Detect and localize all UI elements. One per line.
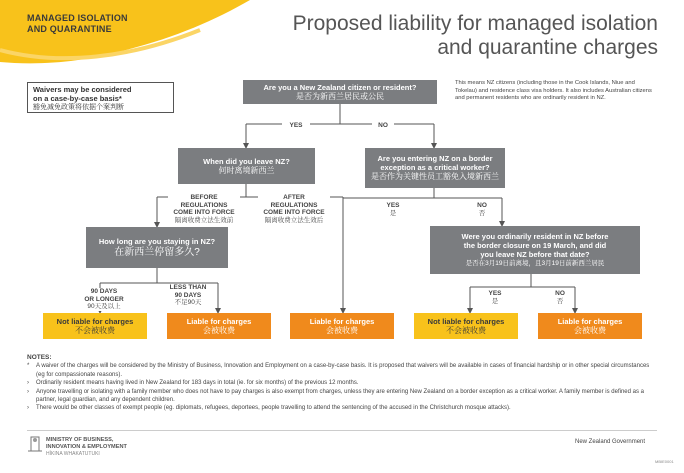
question-how-long	[86, 227, 228, 268]
q5-en-2: the border closure on 19 March, and did	[463, 241, 607, 250]
document-code: MBIE0001	[655, 459, 674, 464]
result-1-en: Not liable for charges	[56, 316, 134, 326]
label-less-than-90-days	[166, 284, 210, 307]
waiver-en-2: on a case-by-case basis*	[33, 94, 122, 103]
before-l2: REGULATIONS	[180, 201, 228, 209]
result-liable-2	[290, 313, 394, 339]
before-zh: 隔离收费立法生效前	[174, 216, 234, 224]
note-text: Anyone travelling or isolating with a family member who does not have to pay charges is also exempt from charges, unless they are entering New Zealand on a border exception as a critical worker. A family member is defined as a partner, legal guardian, and any dependent children.	[36, 388, 644, 404]
q5-yes-zh: 是	[491, 297, 499, 305]
label-q5-yes	[482, 290, 508, 305]
result-4-zh: 不会被收费	[446, 325, 486, 335]
note-item	[27, 404, 657, 412]
after-l1: AFTER	[283, 194, 305, 201]
label-after-regulations	[258, 194, 330, 224]
title-line-1: Proposed liability for managed isolation	[292, 12, 658, 35]
result-1-zh: 不会被收费	[75, 325, 115, 335]
q3-zh: 是否作为关键性员工豁免入境新西兰	[371, 172, 499, 181]
before-l3: COME INTO FORCE	[173, 209, 235, 216]
q2-zh: 何时离境新西兰	[218, 165, 275, 175]
d90-l2: OR LONGER	[84, 295, 124, 303]
lt90-l1: LESS THAN	[169, 284, 207, 291]
d90-zh: 90天及以上	[87, 303, 121, 310]
ministry-line-3: HĪKINA WHAKATUTUKI	[46, 450, 100, 457]
q3-en-1: Are you entering NZ on a border	[377, 154, 493, 163]
lt90-l2: 90 DAYS	[174, 291, 202, 299]
eligibility-note: This means NZ citizens (including those in the Cook Islands, Niue and Tokelau) and residence class visa holders. It also includes Australian citizens and permanent residents who are ordinarily resident in NZ.	[455, 80, 652, 101]
q5-en-1: Were you ordinarily resident in NZ before	[461, 232, 609, 241]
brand-line-2: AND QUARANTINE	[27, 24, 112, 34]
label-q1-yes: YES	[282, 122, 310, 130]
note-text: A waiver of the charges will be considered by the Ministry of Business, Innovation and Employment on a case-by-case basis. It is proposed that waivers will be available in cases of financial hardship or in other special circumstances (eg for compassionate reasons).	[36, 363, 650, 378]
label-90-days-or-longer	[82, 288, 126, 311]
result-3-en: Liable for charges	[309, 316, 375, 326]
after-l2: REGULATIONS	[270, 201, 318, 209]
waiver-zh: 豁免减免政策将依据个案判断	[33, 104, 124, 111]
note-marker: *	[27, 363, 30, 370]
label-before-regulations	[168, 194, 240, 224]
q4-zh: 在新西兰停留多久?	[114, 246, 200, 258]
q1-en: Are you a New Zealand citizen or resident?	[263, 82, 417, 92]
q5-en-3: you leave NZ before that date?	[480, 250, 590, 259]
label-q5-no	[548, 290, 572, 305]
question-when-left	[178, 148, 315, 184]
result-3-zh: 会被收费	[326, 325, 358, 335]
q2-en: When did you leave NZ?	[203, 156, 290, 166]
result-2-zh: 会被收费	[203, 325, 235, 335]
question-ordinarily-resident	[430, 226, 640, 274]
label-q3-no	[470, 202, 494, 217]
q5-no-zh: 否	[556, 297, 564, 305]
q3-no-zh: 否	[478, 209, 486, 217]
coat-of-arms-icon	[27, 435, 43, 455]
q3-en-2: exception as a critical worker?	[380, 163, 490, 172]
q4-en: How long are you staying in NZ?	[98, 236, 216, 246]
brand-line-1: MANAGED ISOLATION	[27, 13, 128, 23]
label-q3-yes	[380, 202, 406, 217]
lt90-zh: 不足90天	[174, 299, 202, 306]
q5-zh: 是否在3月19日前离境，且3月19日前新西兰居民	[465, 260, 605, 267]
q5-no-en: NO	[555, 290, 565, 297]
question-citizen-resident	[243, 80, 437, 104]
q3-yes-zh: 是	[389, 209, 397, 217]
q3-yes-en: YES	[386, 202, 400, 209]
result-liable-3	[538, 313, 642, 339]
note-marker: ›	[27, 405, 29, 412]
result-liable-1	[167, 313, 271, 339]
q5-yes-en: YES	[488, 290, 502, 297]
footer-divider	[27, 430, 657, 431]
ministry-line-1: MINISTRY OF BUSINESS,	[46, 437, 114, 443]
note-marker: ›	[27, 388, 29, 395]
result-5-zh: 会被收费	[574, 325, 606, 335]
waiver-en-1: Waivers may be considered	[33, 85, 132, 94]
title-line-2: and quarantine charges	[437, 36, 658, 59]
notes-section	[27, 354, 657, 413]
ministry-logo	[46, 437, 127, 457]
notes-heading: NOTES:	[27, 354, 52, 361]
question-critical-worker	[365, 148, 505, 188]
d90-l1: 90 DAYS	[90, 288, 118, 295]
note-item	[27, 379, 657, 387]
ministry-line-2: INNOVATION & EMPLOYMENT	[46, 443, 127, 450]
result-4-en: Not liable for charges	[427, 316, 505, 326]
result-not-liable-2	[414, 313, 518, 339]
note-item	[27, 362, 657, 379]
note-text: There would be other classes of exempt people (eg. diplomats, refugees, deportees, people travelling to attend the sentencing of the accused in the Christchurch mosque attacks).	[36, 405, 511, 412]
after-zh: 隔离收费立法生效后	[264, 216, 324, 224]
after-l3: COME INTO FORCE	[263, 209, 325, 216]
nz-government-logo: New Zealand Government	[575, 439, 646, 445]
note-item	[27, 388, 657, 405]
label-q1-no: NO	[372, 122, 394, 130]
note-text: Ordinarily resident means having lived in New Zealand for 183 days in total (ie. for six months) of the previous 12 months.	[36, 380, 359, 387]
q1-zh: 是否为新西兰居民或公民	[296, 91, 384, 101]
before-l1: BEFORE	[190, 194, 218, 201]
q3-no-en: NO	[477, 202, 487, 209]
result-2-en: Liable for charges	[186, 316, 252, 326]
result-5-en: Liable for charges	[557, 316, 623, 326]
note-marker: ›	[27, 380, 29, 387]
result-not-liable-1	[43, 313, 147, 339]
